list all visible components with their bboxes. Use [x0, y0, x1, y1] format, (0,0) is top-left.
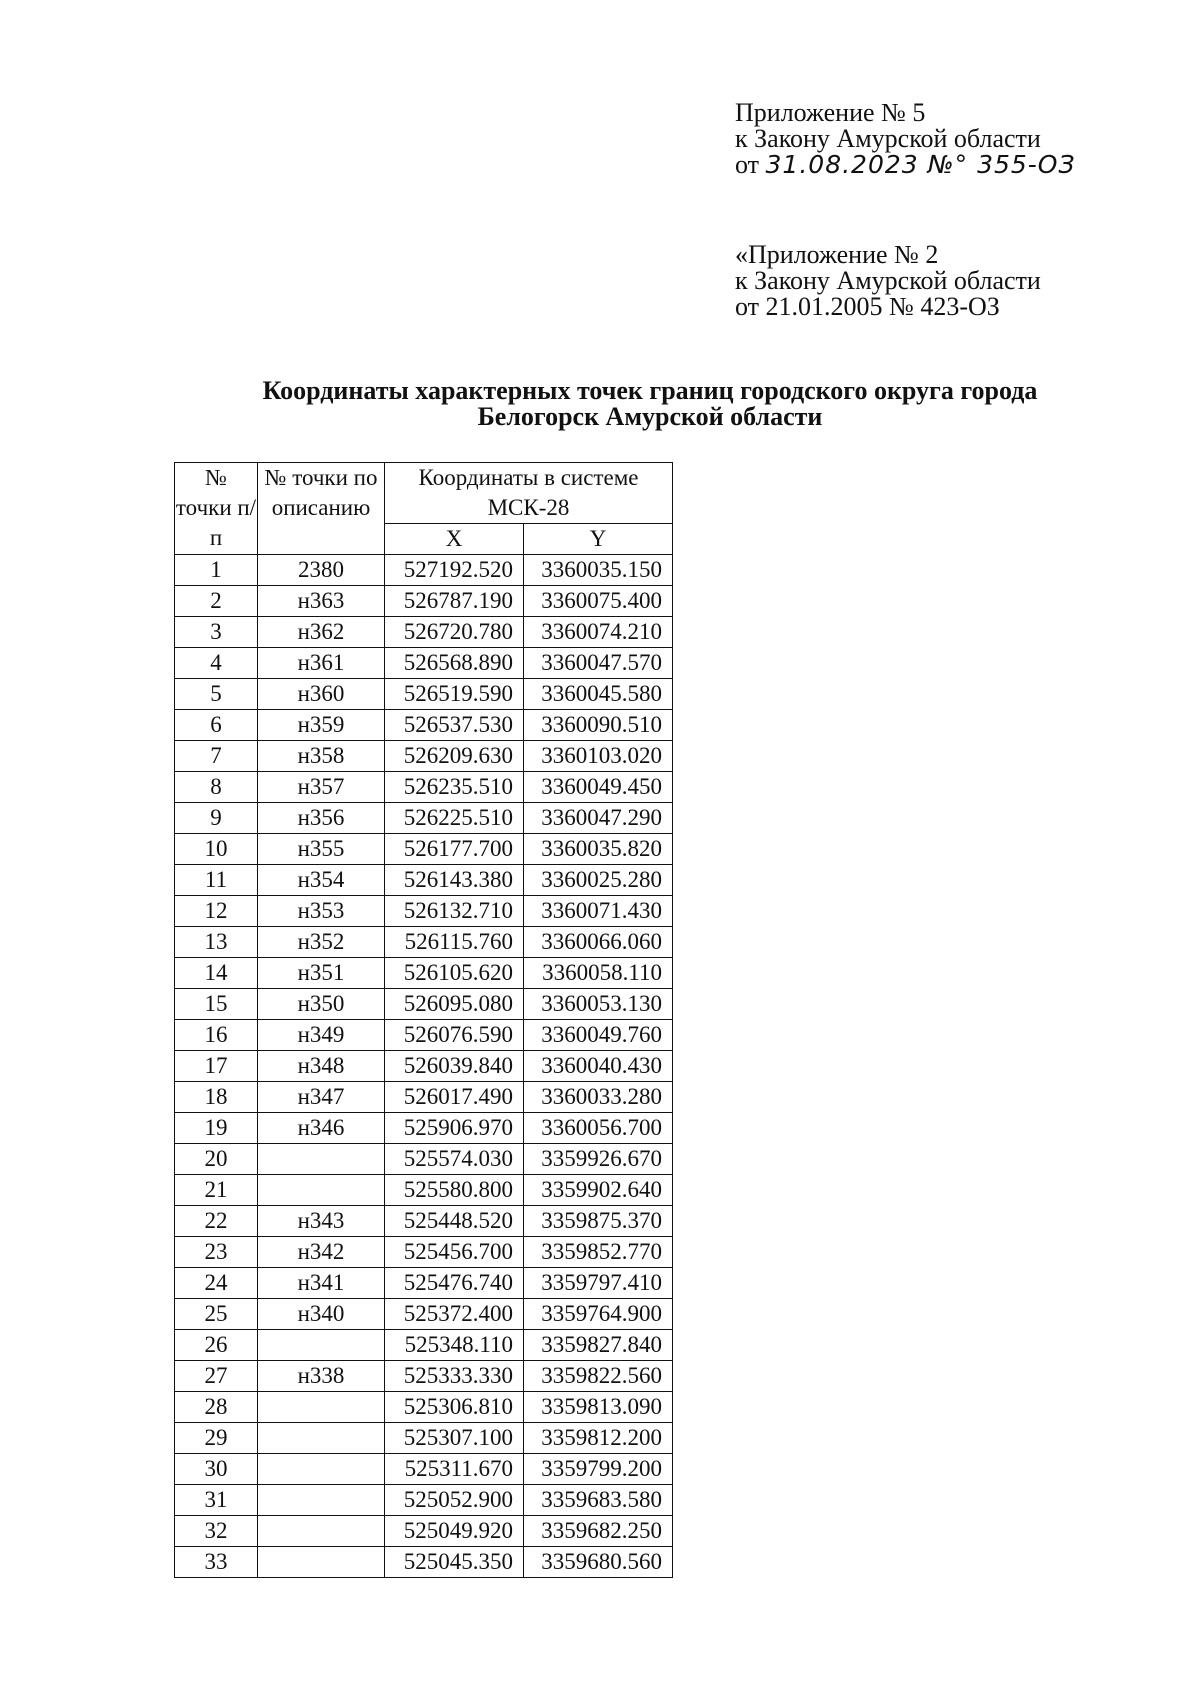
cell-point-description: н340	[258, 1299, 385, 1330]
cell-y-coordinate: 3360103.020	[524, 741, 673, 772]
table-row	[175, 803, 673, 834]
cell-point-number: 22	[175, 1206, 258, 1237]
cell-point-description: н341	[258, 1268, 385, 1299]
cell-y-coordinate: 3360049.450	[524, 772, 673, 803]
handwritten-date-number: 31.08.2023 №° 355-ОЗ	[765, 150, 1076, 179]
cell-point-description: н338	[258, 1361, 385, 1392]
cell-y-coordinate: 3360056.700	[524, 1113, 673, 1144]
coordinates-table	[174, 462, 673, 1578]
cell-point-number: 32	[175, 1516, 258, 1547]
cell-x-coordinate: 526095.080	[385, 989, 524, 1020]
cell-point-description: н351	[258, 958, 385, 989]
appendix-current-date-prefix: от	[735, 150, 760, 179]
cell-y-coordinate: 3360074.210	[524, 617, 673, 648]
cell-x-coordinate: 526115.760	[385, 927, 524, 958]
cell-y-coordinate: 3360035.820	[524, 834, 673, 865]
cell-point-number: 28	[175, 1392, 258, 1423]
cell-point-description: н361	[258, 648, 385, 679]
table-row	[175, 1144, 673, 1175]
header-y: Y	[524, 524, 673, 555]
cell-point-number: 12	[175, 896, 258, 927]
table-row	[175, 958, 673, 989]
cell-point-number: 15	[175, 989, 258, 1020]
cell-y-coordinate: 3360049.760	[524, 1020, 673, 1051]
cell-x-coordinate: 526105.620	[385, 958, 524, 989]
cell-point-description: н346	[258, 1113, 385, 1144]
cell-point-description	[258, 1423, 385, 1454]
table-row	[175, 1051, 673, 1082]
table-row	[175, 896, 673, 927]
cell-point-number: 6	[175, 710, 258, 741]
cell-point-number: 18	[175, 1082, 258, 1113]
table-row	[175, 586, 673, 617]
cell-point-description: н352	[258, 927, 385, 958]
cell-point-number: 21	[175, 1175, 258, 1206]
table-row	[175, 989, 673, 1020]
table-row	[175, 1423, 673, 1454]
cell-point-number: 31	[175, 1485, 258, 1516]
cell-point-description	[258, 1144, 385, 1175]
cell-point-number: 23	[175, 1237, 258, 1268]
cell-y-coordinate: 3360047.290	[524, 803, 673, 834]
table-row	[175, 679, 673, 710]
cell-y-coordinate: 3360071.430	[524, 896, 673, 927]
cell-point-description: н360	[258, 679, 385, 710]
cell-point-description: н349	[258, 1020, 385, 1051]
table-row	[175, 927, 673, 958]
cell-y-coordinate: 3359875.370	[524, 1206, 673, 1237]
cell-x-coordinate: 526235.510	[385, 772, 524, 803]
cell-y-coordinate: 3360040.430	[524, 1051, 673, 1082]
table-row	[175, 1485, 673, 1516]
cell-point-description: н358	[258, 741, 385, 772]
table-row	[175, 555, 673, 586]
table-row	[175, 710, 673, 741]
cell-point-description: н348	[258, 1051, 385, 1082]
cell-point-number: 19	[175, 1113, 258, 1144]
cell-point-description	[258, 1330, 385, 1361]
cell-x-coordinate: 526132.710	[385, 896, 524, 927]
cell-x-coordinate: 525045.350	[385, 1547, 524, 1578]
cell-x-coordinate: 526177.700	[385, 834, 524, 865]
header-point-description: № точки по описанию	[258, 463, 385, 555]
cell-y-coordinate: 3359902.640	[524, 1175, 673, 1206]
cell-point-description: н355	[258, 834, 385, 865]
appendix-previous-line3: от 21.01.2005 № 423-ОЗ	[735, 292, 1000, 321]
cell-y-coordinate: 3359813.090	[524, 1392, 673, 1423]
cell-x-coordinate: 525580.800	[385, 1175, 524, 1206]
cell-point-number: 11	[175, 865, 258, 896]
cell-point-number: 9	[175, 803, 258, 834]
table-row	[175, 1516, 673, 1547]
cell-x-coordinate: 527192.520	[385, 555, 524, 586]
cell-point-number: 1	[175, 555, 258, 586]
cell-x-coordinate: 526017.490	[385, 1082, 524, 1113]
cell-point-number: 24	[175, 1268, 258, 1299]
cell-y-coordinate: 3359926.670	[524, 1144, 673, 1175]
cell-point-number: 4	[175, 648, 258, 679]
cell-point-number: 29	[175, 1423, 258, 1454]
cell-point-number: 30	[175, 1454, 258, 1485]
appendix-current-line1: Приложение № 5	[735, 98, 926, 127]
cell-point-description	[258, 1485, 385, 1516]
cell-x-coordinate: 526209.630	[385, 741, 524, 772]
cell-x-coordinate: 525306.810	[385, 1392, 524, 1423]
cell-x-coordinate: 526519.590	[385, 679, 524, 710]
table-row	[175, 1268, 673, 1299]
cell-y-coordinate: 3359683.580	[524, 1485, 673, 1516]
cell-x-coordinate: 525476.740	[385, 1268, 524, 1299]
cell-y-coordinate: 3359680.560	[524, 1547, 673, 1578]
table-row	[175, 1206, 673, 1237]
cell-y-coordinate: 3360045.580	[524, 679, 673, 710]
cell-point-description: н343	[258, 1206, 385, 1237]
document-title-line1: Координаты характерных точек границ городского округа города	[262, 376, 1038, 405]
table-row	[175, 1547, 673, 1578]
coordinates-table-body	[175, 555, 673, 1578]
cell-x-coordinate: 525448.520	[385, 1206, 524, 1237]
cell-y-coordinate: 3359852.770	[524, 1237, 673, 1268]
cell-point-description: н357	[258, 772, 385, 803]
cell-point-description: н350	[258, 989, 385, 1020]
cell-x-coordinate: 525307.100	[385, 1423, 524, 1454]
appendix-previous-block	[735, 242, 1041, 320]
cell-x-coordinate: 525348.110	[385, 1330, 524, 1361]
cell-y-coordinate: 3359822.560	[524, 1361, 673, 1392]
cell-y-coordinate: 3359827.840	[524, 1330, 673, 1361]
cell-y-coordinate: 3359682.250	[524, 1516, 673, 1547]
cell-point-number: 27	[175, 1361, 258, 1392]
cell-x-coordinate: 525333.330	[385, 1361, 524, 1392]
appendix-previous-line1: «Приложение № 2	[735, 240, 939, 269]
cell-point-number: 13	[175, 927, 258, 958]
cell-x-coordinate: 525052.900	[385, 1485, 524, 1516]
cell-x-coordinate: 525311.670	[385, 1454, 524, 1485]
cell-point-description: н354	[258, 865, 385, 896]
cell-point-description	[258, 1516, 385, 1547]
cell-x-coordinate: 525049.920	[385, 1516, 524, 1547]
table-row	[175, 1020, 673, 1051]
coordinates-table-header	[175, 463, 673, 555]
cell-x-coordinate: 526720.780	[385, 617, 524, 648]
cell-point-description: н347	[258, 1082, 385, 1113]
cell-x-coordinate: 525372.400	[385, 1299, 524, 1330]
table-row	[175, 1082, 673, 1113]
cell-x-coordinate: 526568.890	[385, 648, 524, 679]
header-point-number: № точки п/п	[175, 463, 258, 555]
cell-y-coordinate: 3360058.110	[524, 958, 673, 989]
table-row	[175, 741, 673, 772]
header-row-1	[175, 463, 673, 524]
cell-point-number: 2	[175, 586, 258, 617]
cell-point-description: н342	[258, 1237, 385, 1268]
cell-x-coordinate: 525906.970	[385, 1113, 524, 1144]
cell-point-number: 7	[175, 741, 258, 772]
cell-x-coordinate: 525574.030	[385, 1144, 524, 1175]
table-row	[175, 1175, 673, 1206]
cell-point-number: 14	[175, 958, 258, 989]
cell-point-number: 26	[175, 1330, 258, 1361]
cell-point-number: 17	[175, 1051, 258, 1082]
table-row	[175, 1113, 673, 1144]
table-row	[175, 1361, 673, 1392]
table-row	[175, 1392, 673, 1423]
table-row	[175, 865, 673, 896]
cell-x-coordinate: 525456.700	[385, 1237, 524, 1268]
header-x: X	[385, 524, 524, 555]
cell-x-coordinate: 526537.530	[385, 710, 524, 741]
cell-y-coordinate: 3360033.280	[524, 1082, 673, 1113]
cell-y-coordinate: 3360025.280	[524, 865, 673, 896]
table-row	[175, 1237, 673, 1268]
document-title	[200, 378, 1100, 430]
document-title-line2: Белогорск Амурской области	[477, 402, 823, 431]
cell-point-description: 2380	[258, 555, 385, 586]
appendix-current-line3	[735, 152, 1076, 178]
table-row	[175, 1454, 673, 1485]
cell-y-coordinate: 3359812.200	[524, 1423, 673, 1454]
cell-y-coordinate: 3359764.900	[524, 1299, 673, 1330]
cell-point-number: 5	[175, 679, 258, 710]
cell-y-coordinate: 3360075.400	[524, 586, 673, 617]
appendix-current-line2: к Закону Амурской области	[735, 124, 1041, 153]
cell-x-coordinate: 526143.380	[385, 865, 524, 896]
cell-point-number: 20	[175, 1144, 258, 1175]
table-row	[175, 648, 673, 679]
cell-point-description: н356	[258, 803, 385, 834]
cell-point-number: 8	[175, 772, 258, 803]
cell-point-description: н363	[258, 586, 385, 617]
cell-point-number: 3	[175, 617, 258, 648]
cell-y-coordinate: 3360053.130	[524, 989, 673, 1020]
cell-point-number: 16	[175, 1020, 258, 1051]
cell-y-coordinate: 3360035.150	[524, 555, 673, 586]
cell-point-description: н353	[258, 896, 385, 927]
cell-y-coordinate: 3360047.570	[524, 648, 673, 679]
cell-point-description: н359	[258, 710, 385, 741]
cell-x-coordinate: 526076.590	[385, 1020, 524, 1051]
cell-point-description	[258, 1454, 385, 1485]
table-row	[175, 1299, 673, 1330]
cell-point-description	[258, 1547, 385, 1578]
cell-y-coordinate: 3359797.410	[524, 1268, 673, 1299]
table-row	[175, 772, 673, 803]
cell-x-coordinate: 526787.190	[385, 586, 524, 617]
cell-point-description: н362	[258, 617, 385, 648]
cell-point-number: 25	[175, 1299, 258, 1330]
appendix-current-block	[735, 100, 1076, 178]
header-coordinate-system: Координаты в системе МСК-28	[385, 463, 673, 524]
cell-y-coordinate: 3360066.060	[524, 927, 673, 958]
cell-x-coordinate: 526225.510	[385, 803, 524, 834]
cell-point-number: 33	[175, 1547, 258, 1578]
table-row	[175, 617, 673, 648]
cell-point-description	[258, 1175, 385, 1206]
cell-x-coordinate: 526039.840	[385, 1051, 524, 1082]
cell-point-number: 10	[175, 834, 258, 865]
table-row	[175, 834, 673, 865]
cell-y-coordinate: 3359799.200	[524, 1454, 673, 1485]
cell-point-description	[258, 1392, 385, 1423]
table-row	[175, 1330, 673, 1361]
appendix-previous-line2: к Закону Амурской области	[735, 266, 1041, 295]
cell-y-coordinate: 3360090.510	[524, 710, 673, 741]
